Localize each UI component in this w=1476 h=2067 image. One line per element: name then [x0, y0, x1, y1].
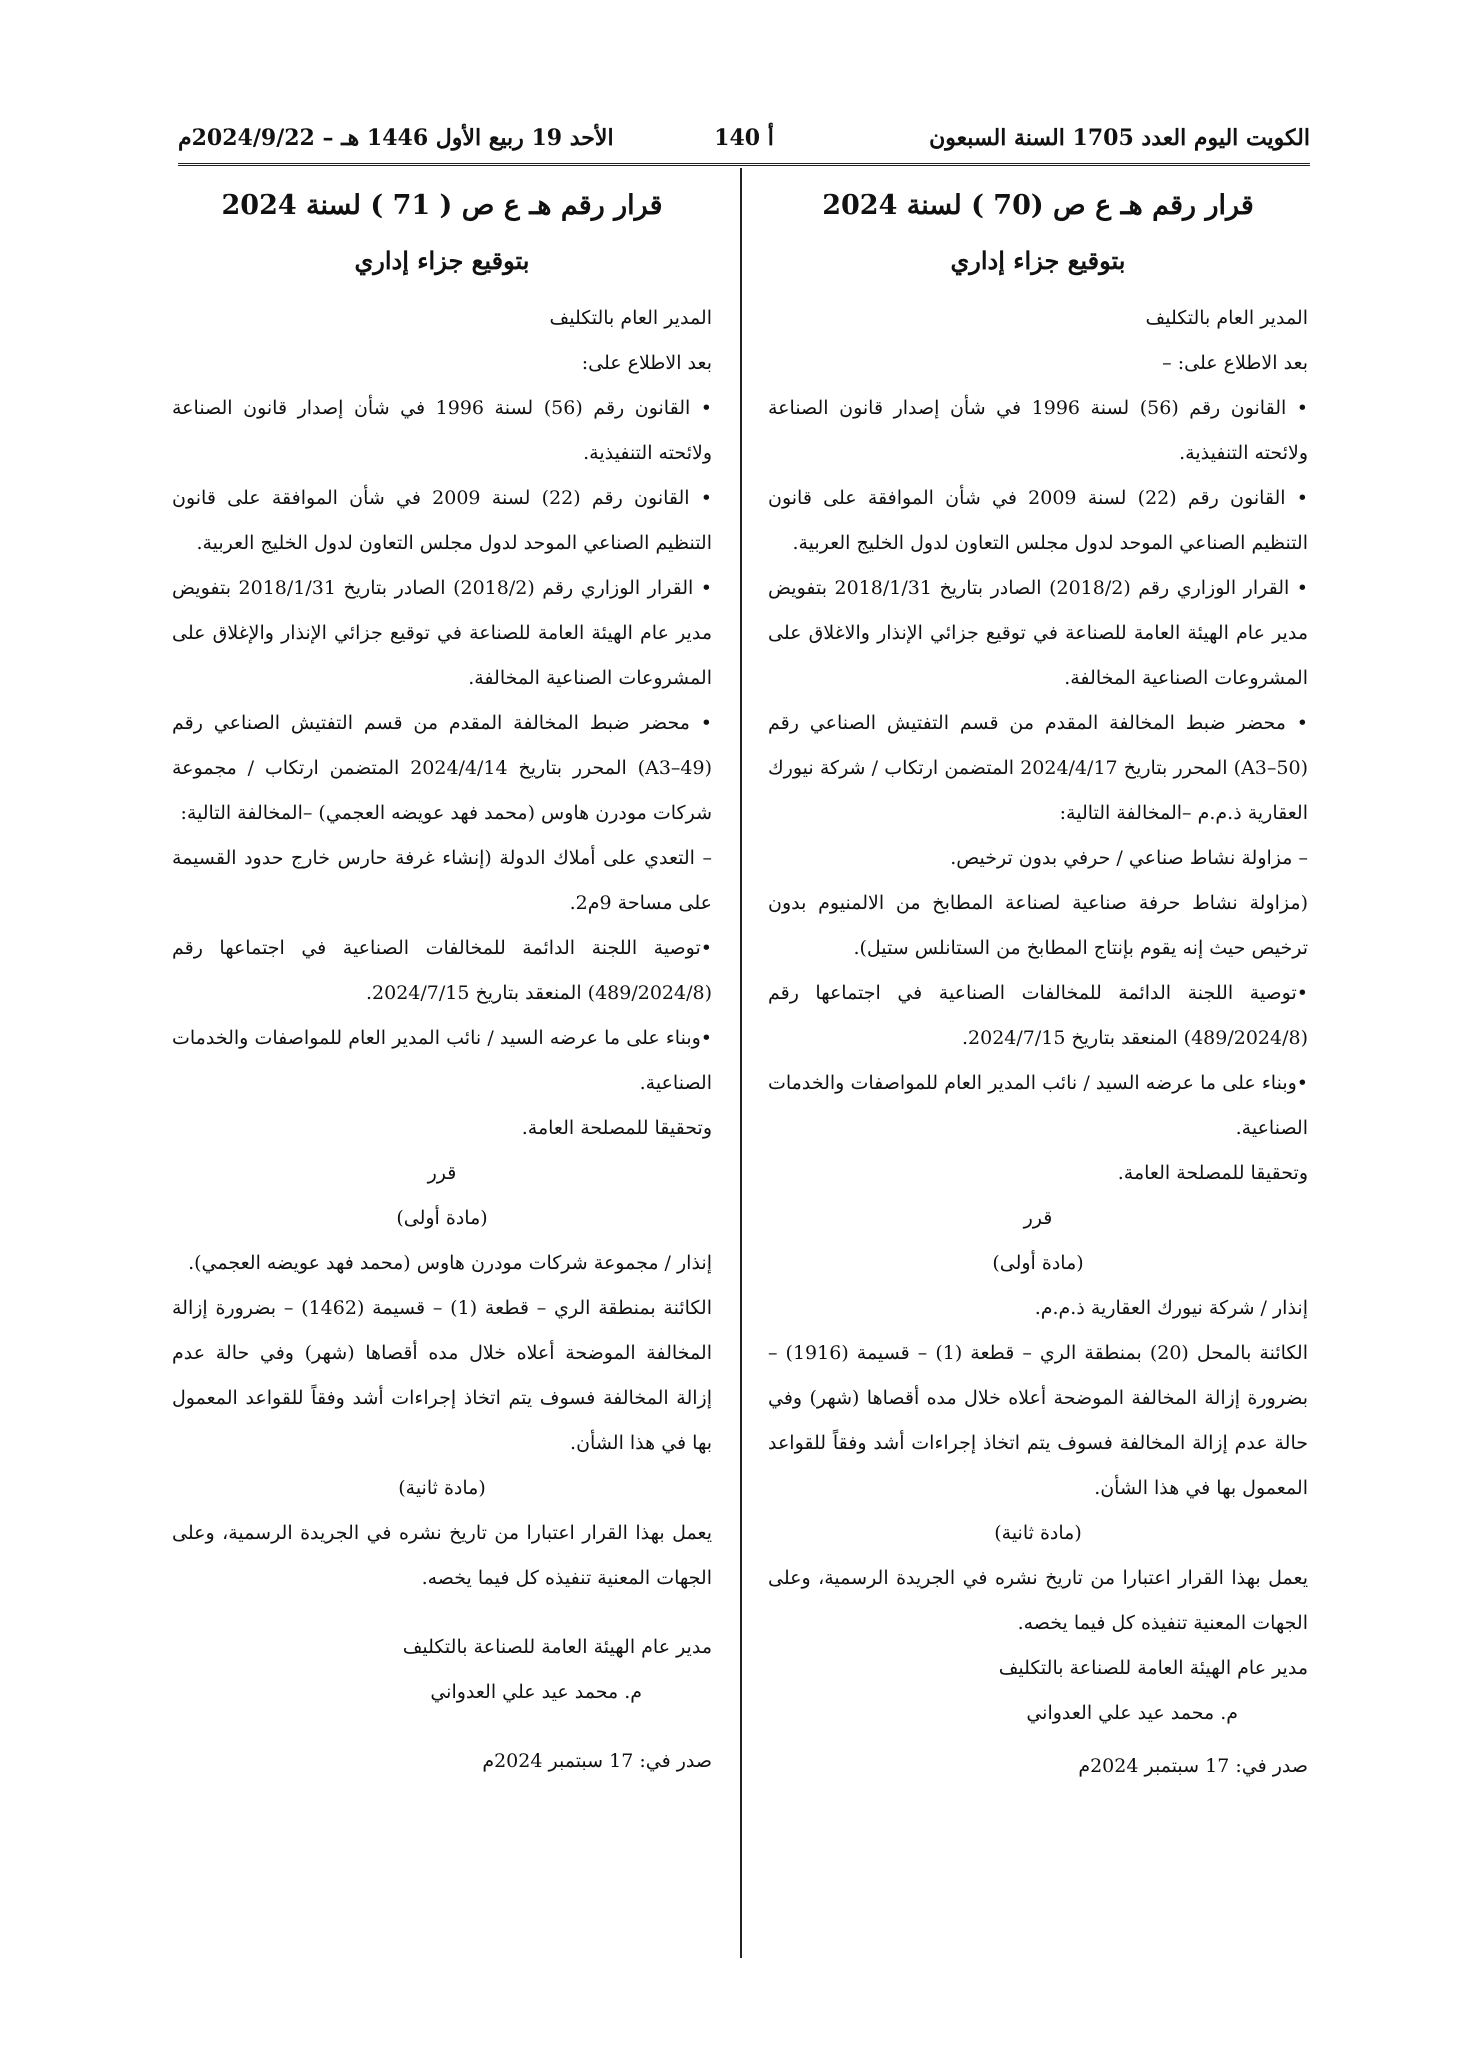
decision-70-after-review: بعد الاطلاع على: – — [1162, 352, 1308, 374]
decision-71-item: • القانون رقم (56) لسنة 1996 في شأن إصدار قانون الصناعة ولائحته التنفيذية. — [172, 397, 713, 464]
decision-71-signatory-name: م. محمد عيد علي العدواني — [430, 1681, 642, 1703]
decision-70-title: قرار رقم هـ ع ص (70 ) لسنة 2024 — [822, 190, 1254, 221]
decision-70-subtitle: بتوقيع جزاء إداري — [950, 246, 1126, 275]
decision-70-decided: قرر — [1023, 1207, 1053, 1229]
signature-gap — [172, 1601, 712, 1625]
decision-71-title: قرار رقم هـ ع ص ( 71 ) لسنة 2024 — [221, 190, 663, 221]
decision-70-article-1-title: (مادة أولى) — [992, 1252, 1084, 1274]
decision-70-signatory-title: مدير عام الهيئة العامة للصناعة بالتكليف — [998, 1657, 1308, 1679]
decision-70-article-2-title: (مادة ثانية) — [994, 1522, 1082, 1544]
decision-70-article-1-line: الكائنة بالمحل (20) بمنطقة الري – قطعة (1) – قسيمة (1916) – بضرورة إزالة المخالفة الموضحة أعلاه خلال مده أقصاها (شهر) وفي حالة عدم إزالة المخالفة فسوف يتم اتخاذ إجراءات أشد وفقاً للقواعد المعمول بها في هذا الشأن. — [768, 1342, 1308, 1499]
gazette-header — [178, 118, 1310, 158]
decision-70-item: (مزاولة نشاط حرفة صناعية لصناعة المطابخ من الالمنيوم بدون ترخيص حيث إنه يقوم بإنتاج المطابخ من الستانلس ستيل). — [768, 892, 1308, 959]
decision-71-issued-date: صدر في: 17 سبتمبر 2024م — [482, 1750, 712, 1772]
decision-70-article-2-text: يعمل بهذا القرار اعتبارا من تاريخ نشره في الجريدة الرسمية، وعلى الجهات المعنية تنفيذه كل فيما يخصه. — [768, 1567, 1308, 1634]
date-gap — [172, 1715, 712, 1739]
decision-71-signatory-title: مدير عام الهيئة العامة للصناعة بالتكليف — [402, 1636, 712, 1658]
decision-70-item: – مزاولة نشاط صناعي / حرفي بدون ترخيص. — [950, 847, 1308, 869]
decision-71-issuer: المدير العام بالتكليف — [549, 307, 712, 329]
decision-71-item: – التعدي على أملاك الدولة (إنشاء غرفة حارس خارج حدود القسيمة على مساحة 9م2. — [172, 847, 712, 914]
decision-71-item: وتحقيقا للمصلحة العامة. — [521, 1117, 712, 1139]
decision-71-item: • محضر ضبط المخالفة المقدم من قسم التفتيش الصناعي رقم (A3–49) المحرر بتاريخ 2024/4/14 المتضمن ارتكاب / مجموعة شركات مودرن هاوس (محمد فهد عويضه العجمي) –المخالفة التالية: — [172, 712, 713, 824]
decision-70-item: • القانون رقم (22) لسنة 2009 في شأن الموافقة على قانون التنظيم الصناعي الموحد لدول مجلس التعاون لدول الخليج العربية. — [768, 487, 1309, 554]
decision-70-article-1-line: إنذار / شركة نيورك العقارية ذ.م.م. — [1034, 1297, 1308, 1319]
decision-70-column — [768, 180, 1308, 1789]
decision-71-after-review: بعد الاطلاع على: — [581, 352, 712, 374]
decision-71-item: • القرار الوزاري رقم (2018/2) الصادر بتاريخ 2018/1/31 بتفويض مدير عام الهيئة العامة للصناعة في توقيع جزائي الإنذار والإغلاق على المشروعات الصناعية المخالفة. — [172, 577, 712, 689]
decision-70-item: • القانون رقم (56) لسنة 1996 في شأن إصدار قانون الصناعة ولائحته التنفيذية. — [768, 397, 1309, 464]
decision-70-issued-date: صدر في: 17 سبتمبر 2024م — [1078, 1755, 1308, 1777]
decision-71-subtitle: بتوقيع جزاء إداري — [354, 246, 530, 275]
decision-71-decided: قرر — [427, 1162, 457, 1184]
header-issue-info: الكويت اليوم العدد 1705 السنة السبعون — [929, 125, 1310, 151]
decision-70-issuer: المدير العام بالتكليف — [1145, 307, 1308, 329]
decision-70-item: • القرار الوزاري رقم (2018/2) الصادر بتاريخ 2018/1/31 بتفويض مدير عام الهيئة العامة للصناعة في توقيع جزائي الإنذار والاغلاق على المشروعات الصناعية المخالفة. — [768, 577, 1308, 689]
decision-70-item: •توصية اللجنة الدائمة للمخالفات الصناعية في اجتماعها رقم (489/2024/8) المنعقد بتاريخ 2024/7/15. — [768, 982, 1308, 1049]
decision-71-item: •توصية اللجنة الدائمة للمخالفات الصناعية في اجتماعها رقم (489/2024/8) المنعقد بتاريخ 2024/7/15. — [172, 937, 712, 1004]
column-divider — [740, 168, 742, 1958]
decision-71-article-2-title: (مادة ثانية) — [398, 1477, 486, 1499]
decision-71-article-1-title: (مادة أولى) — [396, 1207, 488, 1229]
decision-70-item: • محضر ضبط المخالفة المقدم من قسم التفتيش الصناعي رقم (A3–50) المحرر بتاريخ 2024/4/17 المتضمن ارتكاب / شركة نيورك العقارية ذ.م.م –المخالفة التالية: — [768, 712, 1308, 824]
decision-71-article-1-line: إنذار / مجموعة شركات مودرن هاوس (محمد فهد عويضه العجمي). — [188, 1252, 712, 1274]
decision-71-column — [172, 180, 712, 1784]
decision-70-item: •وبناء على ما عرضه السيد / نائب المدير العام للمواصفات والخدمات الصناعية. — [768, 1072, 1308, 1139]
decision-71-article-1-line: الكائنة بمنطقة الري – قطعة (1) – قسيمة (1462) – بضرورة إزالة المخالفة الموضحة أعلاه خلال مده أقصاها (شهر) وفي حالة عدم إزالة المخالفة فسوف يتم اتخاذ إجراءات أشد وفقاً للقواعد المعمول بها في هذا الشأن. — [172, 1297, 712, 1454]
header-rule — [178, 163, 1310, 166]
header-date: الأحد 19 ربيع الأول 1446 هـ – 2024/9/22م — [178, 125, 614, 151]
decision-71-item: • القانون رقم (22) لسنة 2009 في شأن الموافقة على قانون التنظيم الصناعي الموحد لدول مجلس التعاون لدول الخليج العربية. — [172, 487, 713, 554]
header-page-number: أ 140 — [714, 125, 774, 151]
decision-71-article-2-text: يعمل بهذا القرار اعتبارا من تاريخ نشره في الجريدة الرسمية، وعلى الجهات المعنية تنفيذه كل فيما يخصه. — [172, 1522, 712, 1589]
decision-71-item: •وبناء على ما عرضه السيد / نائب المدير العام للمواصفات والخدمات الصناعية. — [172, 1027, 712, 1094]
decision-70-item: وتحقيقا للمصلحة العامة. — [1117, 1162, 1308, 1184]
decision-70-signatory-name: م. محمد عيد علي العدواني — [1026, 1702, 1238, 1724]
